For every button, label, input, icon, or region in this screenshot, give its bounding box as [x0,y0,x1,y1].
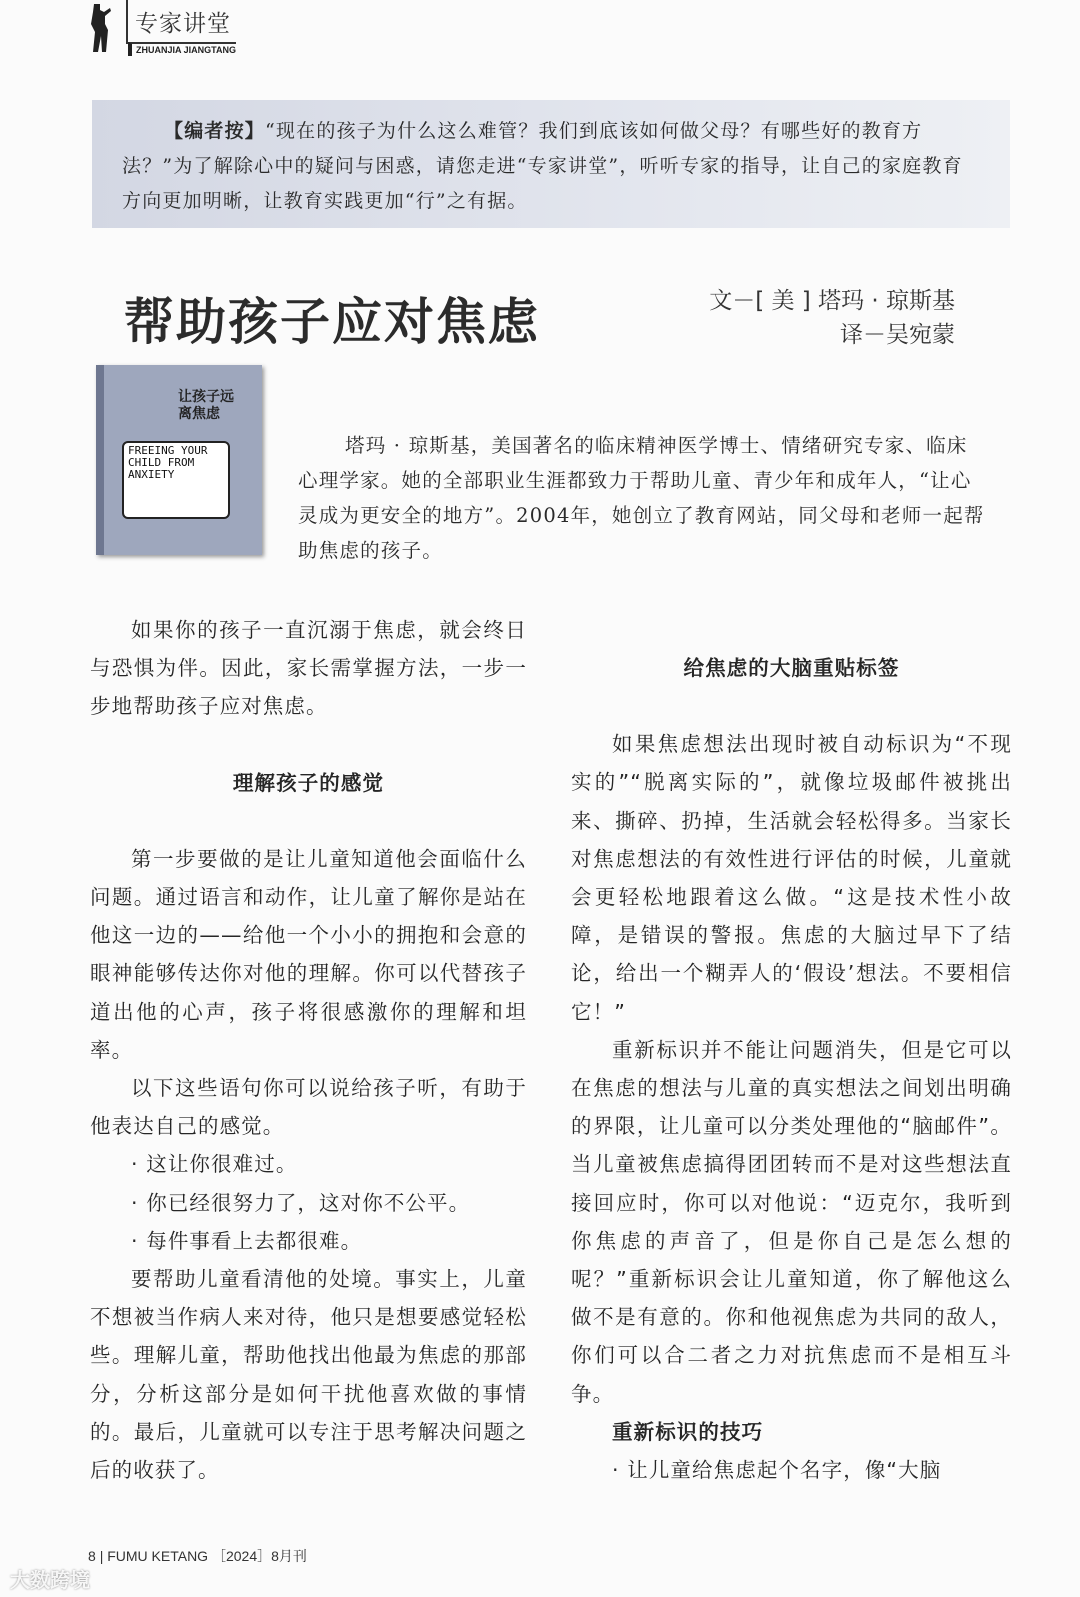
section-title: 专家讲堂 [135,11,231,37]
section-pinyin: ZHUANJIA JIANGTANG [128,42,236,56]
list-item: · 你已经很努力了，这对你不公平。 [131,1190,471,1215]
section-heading: 给焦虑的大脑重贴标签 [683,656,900,680]
issue-month: 8月刊 [271,1548,307,1564]
translator-line: 译－吴宛蒙 [840,322,955,348]
body-paragraph: 要帮助儿童看清他的处境。事实上，儿童不想被当作病人来对待，他只是想要感觉轻松些。理解儿童，帮助他找出他最为焦虑的那部分，分析这部分是如何干扰他喜欢做的事情的。最后，儿童就可以专注于思考解决问题之后的收获了。 [90,1267,527,1483]
book-en-title: FREEING YOUR CHILD FROM ANXIETY [122,441,230,519]
right-column [571,649,1012,1489]
issue-year: ［2024］ [211,1548,272,1564]
intro-paragraph: 如果你的孩子一直沉溺于焦虑，就会终日与恐惧为伴。因此，家长需掌握方法，一步一步地帮助孩子应对焦虑。 [90,618,527,719]
body-paragraph: 第一步要做的是让儿童知道他会面临什么问题。通过语言和动作，让儿童了解你是站在他这一边的——给他一个小小的拥抱和会意的眼神能够传达你对他的理解。你可以代替孩子道出他的心声，孩子将很感激你的理解和坦率。 [90,846,527,1062]
author-bio: 塔玛 · 琼斯基，美国著名的临床精神医学博士、情绪研究专家、临床心理学家。她的全部职业生涯都致力于帮助儿童、青少年和成年人，“让心灵成为更安全的地方”。2004年，她创立了教育网站，同父母和老师一起帮助焦虑的孩子。 [298,434,985,562]
body-paragraph: 以下这些语句你可以说给孩子听，有助于他表达自己的感觉。 [90,1076,527,1139]
author-line: 文－[ 美 ] 塔玛 · 琼斯基 [709,288,955,314]
left-column [90,611,527,1489]
header-divider [126,0,128,44]
list-item: · 这让你很难过。 [131,1152,298,1177]
list-item: · 让儿童给焦虑起个名字，像“大脑 [612,1458,942,1483]
body-paragraph: 如果焦虑想法出现时被自动标识为“不现实的”“脱离实际的”，就像垃圾邮件被挑出来、撕碎、扔掉，生活就会轻松得多。当家长对焦虑想法的有效性进行评估的时候，儿童就会更轻松地跟着这么做。“这是技术性小故障，是错误的警报。焦虑的大脑过早下了结论，给出一个糊弄人的‘假设’想法。不要相信它！” [571,732,1012,1024]
byline [640,284,955,352]
editor-note-text: “现在的孩子为什么这么难管？我们到底该如何做父母？有哪些好的教育方法？”为了解除心中的疑问与困惑，请您走进“专家讲堂”，听听专家的指导，让自己的家庭教育方向更加明晰，让教育实践更加“行”之有据。 [122,120,963,212]
body-paragraph: 重新标识并不能让问题消失，但是它可以在焦虑的想法与儿童的真实想法之间划出明确的界限，让儿童可以分类处理他的“脑邮件”。当儿童被焦虑搞得团团转而不是对这些想法直接回应时，你可以对他说：“迈克尔，我听到你焦虑的声音了，但是你自己是怎么想的呢？”重新标识会让儿童知道，你了解他这么做不是有意的。你和他视焦虑为共同的敌人，你们可以合二者之力对抗焦虑而不是相互斗争。 [571,1037,1012,1406]
section-heading: 理解孩子的感觉 [232,770,385,795]
subheading: 重新标识的技巧 [612,1419,764,1444]
editor-note-label: 【编者按】 [164,120,266,142]
magazine-name: FUMU KETANG [107,1548,209,1564]
tips-list [571,1451,1012,1489]
watermark: 大数跨境 [10,1568,90,1592]
editor-note [92,100,1010,228]
article-title: 帮助孩子应对焦虑 [124,293,540,351]
page-number: 8 [88,1548,96,1564]
reading-figure-icon [84,2,112,54]
page-footer [88,1548,307,1564]
list-item: · 每件事看上去都很难。 [131,1228,363,1253]
book-cn-title: 让孩子远离焦虑 [178,389,234,422]
footer-separator: | [99,1548,104,1564]
book-cover-image [96,365,262,555]
feeling-phrases-list [90,1145,527,1260]
